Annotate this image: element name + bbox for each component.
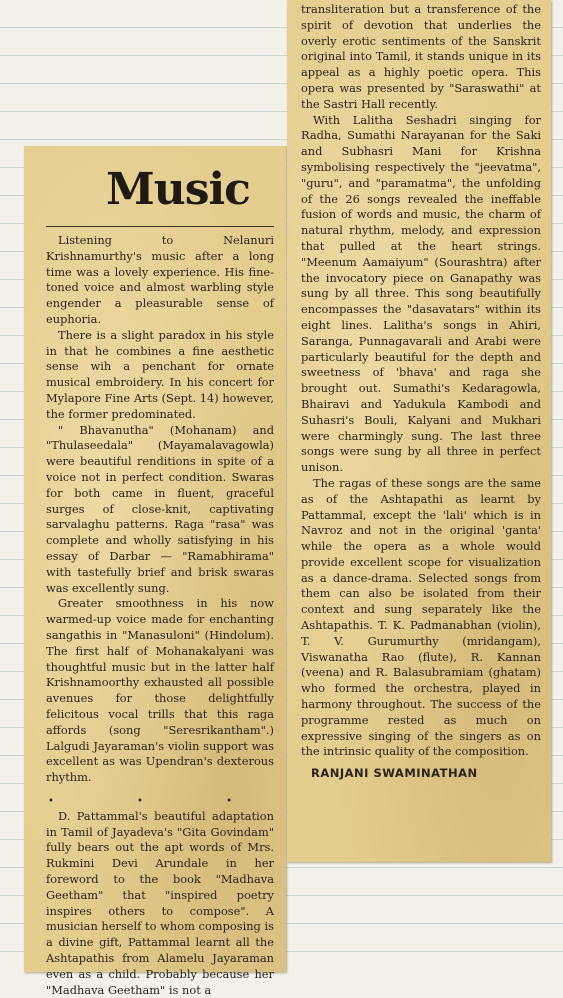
- paragraph: There is a slight paradox in his style in that he combines a fine aesthetic sense wih a penchant for ornate musical embroidery. In his concert for Mylapore Fine Arts (Sept. 14) however, the former predominated.: [46, 327, 274, 421]
- paragraph: The ragas of these songs are the same as of the Ashtapathi as learnt by Pattammal, except the 'lali' which is in Navroz and not in the original 'ganta' while the opera as a whole would provide excellent scope for visualization as a dance-drama. Selected songs from them can also be isolated from their context and sung separately like the Ashtapathis. T. K. Padmanabhan (violin), T. V. Gurumurthy (mridangam), Viswanatha Rao (flute), R. Kannan (veena) and R. Balasubramiam (ghatam) who formed the orchestra, played in harmony throughout. The success of the programme rested as much on expressive singing of the singers as on the intrinsic quality of the composition.: [301, 475, 541, 759]
- paragraph: transliteration but a transference of the spirit of devotion that underlies the overly erotic sentiments of the Sanskrit original into Tamil, it stands unique in its appeal as a highly poetic opera. This opera was presented by "Saraswathi" at the Sastri Hall recently.: [301, 2, 541, 111]
- paragraph: Greater smoothness in his now warmed-up voice made for enchanting sangathis in "Manasuloni" (Hindolum). The first half of Mohanakalyani was thoughtful music but in the latter half Krishnamoorthy exhausted all possible avenues for those delightfully felicitous vocal trills that this raga affords (song "Seresrikantham".) Lalgudi Jayaraman's violin support was excellent as was Upendran's dexterous rhythm.: [46, 596, 274, 785]
- paragraph: With Lalitha Seshadri singing for Radha, Sumathi Narayanan for the Saki and Subhasri Mani for Krishna symbolising respectively the "jeevatma", "guru", and "paramatma", the unfolding of the 26 songs revealed the ineffable fusion of words and music, the charm of natural rhythm, melody, and expression that pulled at the heart strings. "Meenum Aamaiyum" (Sourashtra) after the invocatory piece on Ganapathy was sung by all three. This song beautifully encompasses the "dasavatars" within its eight lines. Lalitha's songs in Ahiri, Saranga, Punnagavarali and Arabi were particularly beautiful for the depth and sweetness of 'bhava' and raga she brought out. Sumathi's Kedaragowla, Bhairavi and Yadukula Kambodi and Suhasri's Bouli, Kalyani and Mukhari were charmingly sung. The last three songs were sung by all three in perfect unison.: [301, 112, 541, 475]
- byline: RANJANI SWAMINATHAN: [311, 766, 478, 781]
- section-separator: • • •: [47, 795, 273, 807]
- paragraph: Listening to Nelanuri Krishnamurthy's music after a long time was a lovely experience. His fine-toned voice and almost warbling style engender a pleasurable sense of euphoria.: [46, 233, 274, 326]
- article-column-right: [301, 2, 541, 780]
- headline: Music: [106, 164, 250, 215]
- clipping-left-column: [24, 146, 286, 997]
- clipping-right-column: [287, 0, 551, 862]
- article-column-left: [46, 233, 274, 998]
- headline-rule: [46, 226, 274, 227]
- paragraph: D. Pattammal's beautiful adaptation in Tamil of Jayadeva's "Gita Govindam" fully bears out the apt words of Mrs. Rukmini Devi Arundale in her foreword to the book "Madhava Geetham" that "inspired poetry inspires others to compose". A musician herself to whom composing is a divine gift, Pattammal learnt all the Ashtapathis from Alamelu Jayaraman even as a child. Probably because her "Madhava Geetham" is not a: [46, 808, 274, 997]
- paragraph: " Bhavanutha" (Mohanam) and "Thulaseedala" (Mayamalavagowla) were beautiful renditions in spite of a voice not in perfect condition. Swaras for both came in fluent, graceful surges of close-knit, captivating sarvalaghu patterns. Raga "rasa" was complete and wholly satisfying in his essay of Darbar — "Ramabhirama" with tastefully brief and brisk swaras was excellently sung.: [46, 422, 274, 595]
